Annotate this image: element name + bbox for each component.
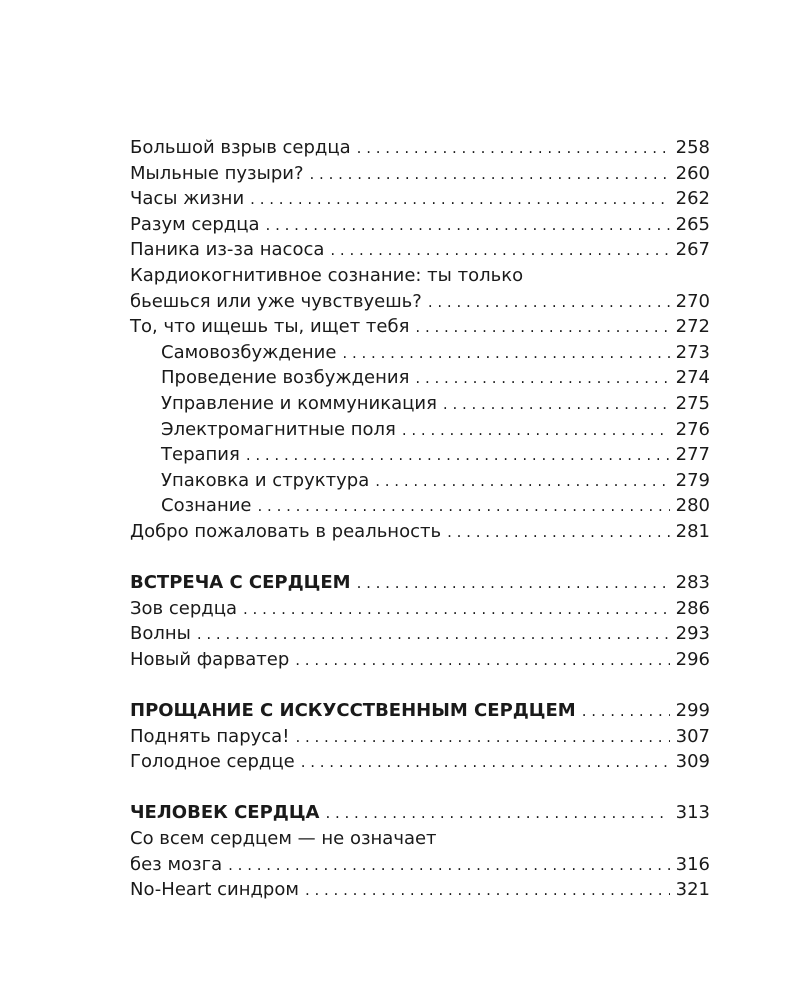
toc-entry-page: 277 bbox=[675, 444, 710, 466]
toc-entry-title-line1: Со всем сердцем — не означает bbox=[130, 828, 437, 850]
section-heading-title: ЧЕЛОВЕК СЕРДЦА bbox=[130, 802, 320, 824]
dot-leader bbox=[295, 648, 669, 674]
toc-entry-page: 267 bbox=[675, 239, 710, 261]
toc-entry-page: 279 bbox=[675, 469, 710, 491]
toc-entry-title: бьешься или уже чувствуешь? bbox=[130, 290, 422, 312]
toc-entry-title-line1: Кардиокогнитивное сознание: ты только bbox=[130, 264, 524, 286]
toc-entry-page: 280 bbox=[675, 495, 710, 517]
toc-entry-page: 316 bbox=[675, 853, 710, 875]
toc-entry-title: Новый фарватер bbox=[130, 648, 290, 670]
toc-entry[interactable] bbox=[130, 621, 710, 647]
dot-leader bbox=[266, 213, 670, 239]
toc-entry-title: Зов сердца bbox=[130, 597, 238, 619]
dot-leader bbox=[357, 136, 670, 162]
toc-entry-title: Большой взрыв сердца bbox=[130, 137, 351, 158]
toc-entry-page: 275 bbox=[675, 392, 710, 414]
toc-entry-title: Упаковка и структура bbox=[161, 469, 370, 491]
toc-subentry[interactable] bbox=[130, 365, 710, 391]
toc-entry-title: Мыльные пузыри? bbox=[130, 162, 304, 184]
toc-entry-page: 307 bbox=[675, 725, 710, 747]
dot-leader bbox=[295, 725, 669, 751]
toc-entry-page: 281 bbox=[675, 520, 710, 542]
toc-entry-page: 293 bbox=[675, 623, 710, 645]
dot-leader bbox=[243, 597, 670, 623]
dot-leader bbox=[310, 162, 670, 188]
toc-entry[interactable] bbox=[130, 877, 710, 903]
dot-leader bbox=[375, 469, 669, 495]
toc-entry[interactable] bbox=[130, 212, 710, 238]
toc-entry-page: 258 bbox=[675, 137, 710, 158]
toc-entry-page: 299 bbox=[675, 700, 710, 722]
dot-leader bbox=[305, 878, 670, 904]
toc-entry-page: 274 bbox=[675, 367, 710, 389]
toc-entry-title: Электромагнитные поля bbox=[161, 418, 396, 440]
toc-entry[interactable] bbox=[130, 314, 710, 340]
toc-subentry[interactable] bbox=[130, 417, 710, 443]
toc-entry-title: Самовозбуждение bbox=[161, 341, 337, 363]
toc-entry-first-line[interactable] bbox=[130, 826, 710, 852]
toc-entry[interactable] bbox=[130, 186, 710, 212]
toc-entry-page: 309 bbox=[675, 751, 710, 773]
dot-leader bbox=[582, 699, 670, 725]
toc-entry-title: Сознание bbox=[161, 495, 252, 517]
toc-entry[interactable] bbox=[130, 237, 710, 263]
toc-entry-page: 283 bbox=[675, 572, 710, 594]
toc-entry-title: Добро пожаловать в реальность bbox=[130, 520, 442, 542]
dot-leader bbox=[428, 290, 670, 316]
toc-subentry[interactable] bbox=[130, 340, 710, 366]
section-heading-title: ПРОЩАНИЕ С ИСКУССТВЕННЫМ СЕРДЦЕМ bbox=[130, 700, 576, 722]
toc-entry-title: Разум сердца bbox=[130, 213, 260, 235]
toc-entry-page: 296 bbox=[675, 648, 710, 670]
toc-entry-title: Терапия bbox=[161, 444, 240, 466]
table-of-contents bbox=[130, 135, 710, 903]
dot-leader bbox=[258, 494, 670, 520]
toc-entry[interactable] bbox=[130, 161, 710, 187]
dot-leader bbox=[342, 341, 669, 367]
toc-subentry[interactable] bbox=[130, 493, 710, 519]
toc-entry[interactable] bbox=[130, 289, 710, 315]
section-heading-title: ВСТРЕЧА С СЕРДЦЕМ bbox=[130, 572, 351, 594]
dot-leader bbox=[250, 187, 669, 213]
toc-entry-title: Часы жизни bbox=[130, 188, 245, 210]
dot-leader bbox=[357, 571, 670, 597]
toc-entry-title: Паника из-за насоса bbox=[130, 239, 325, 261]
toc-entry-title: Управление и коммуникация bbox=[161, 392, 437, 414]
dot-leader bbox=[447, 520, 670, 546]
toc-entry[interactable] bbox=[130, 519, 710, 545]
toc-entry-page: 286 bbox=[675, 597, 710, 619]
toc-entry[interactable] bbox=[130, 647, 710, 673]
toc-entry-page: 273 bbox=[675, 341, 710, 363]
toc-entry[interactable] bbox=[130, 135, 710, 161]
toc-entry-title: без мозга bbox=[130, 853, 223, 875]
toc-section-heading[interactable] bbox=[130, 698, 710, 724]
toc-section-heading[interactable] bbox=[130, 800, 710, 826]
dot-leader bbox=[325, 801, 669, 827]
dot-leader bbox=[415, 315, 669, 341]
toc-entry-page: 276 bbox=[675, 418, 710, 440]
toc-entry-page: 262 bbox=[675, 188, 710, 210]
toc-entry-page: 313 bbox=[675, 802, 710, 824]
dot-leader bbox=[402, 418, 670, 444]
dot-leader bbox=[330, 238, 669, 264]
dot-leader bbox=[197, 622, 670, 648]
toc-entry-page: 260 bbox=[675, 162, 710, 184]
toc-entry[interactable] bbox=[130, 724, 710, 750]
toc-section-heading[interactable] bbox=[130, 570, 710, 596]
toc-entry-page: 321 bbox=[675, 879, 710, 901]
dot-leader bbox=[301, 750, 670, 776]
toc-entry-title: Волны bbox=[130, 623, 191, 645]
toc-entry-title: Проведение возбуждения bbox=[161, 367, 410, 389]
toc-entry-first-line[interactable] bbox=[130, 263, 710, 289]
toc-subentry[interactable] bbox=[130, 442, 710, 468]
toc-entry-title: Голодное сердце bbox=[130, 751, 295, 773]
dot-leader bbox=[246, 443, 670, 469]
toc-entry[interactable] bbox=[130, 852, 710, 878]
dot-leader bbox=[415, 366, 669, 392]
toc-entry-title: No-Heart синдром bbox=[130, 879, 299, 901]
toc-entry-title: Поднять паруса! bbox=[130, 725, 290, 747]
toc-subentry[interactable] bbox=[130, 391, 710, 417]
toc-entry-page: 272 bbox=[675, 316, 710, 338]
dot-leader bbox=[443, 392, 670, 418]
toc-entry[interactable] bbox=[130, 749, 710, 775]
toc-entry-page: 265 bbox=[675, 213, 710, 235]
toc-subentry[interactable] bbox=[130, 468, 710, 494]
toc-entry-title: То, что ищешь ты, ищет тебя bbox=[130, 316, 410, 338]
toc-entry[interactable] bbox=[130, 596, 710, 622]
dot-leader bbox=[228, 853, 670, 879]
toc-entry-page: 270 bbox=[675, 290, 710, 312]
